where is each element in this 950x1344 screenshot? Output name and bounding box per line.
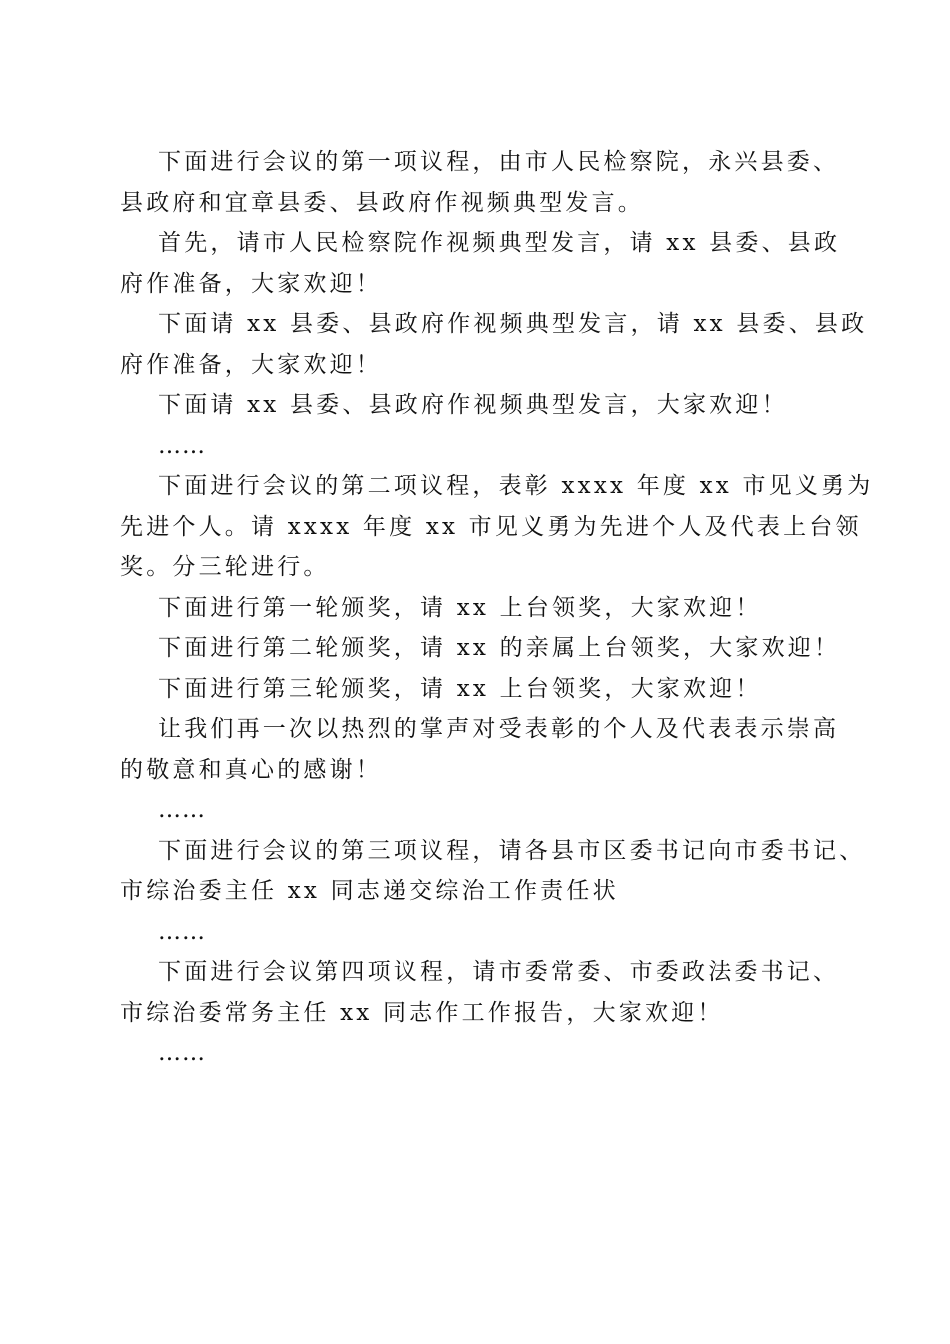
paragraph-line: 府作准备，大家欢迎！ bbox=[120, 351, 382, 378]
paragraph-line: 下面请 xx 县委、县政府作视频典型发言，大家欢迎！ bbox=[158, 392, 788, 418]
paragraph-line: 市综治委常务主任 xx 同志作工作报告，大家欢迎！ bbox=[120, 999, 724, 1026]
ellipsis-separator: …… bbox=[158, 918, 206, 945]
ellipsis-separator: …… bbox=[158, 1040, 206, 1066]
document-body bbox=[120, 142, 874, 1074]
paragraph-line: 下面进行会议的第二项议程，表彰 xxxx 年度 xx 市见义勇为 bbox=[158, 473, 874, 499]
paragraph-line: 下面进行会议第四项议程，请市委常委、市委政法委书记、 bbox=[158, 959, 840, 985]
paragraph-line: 奖。分三轮进行。 bbox=[120, 554, 330, 580]
paragraph bbox=[120, 952, 840, 1033]
paragraph-line: 下面进行第一轮颁奖，请 xx 上台领奖，大家欢迎！ bbox=[158, 594, 762, 621]
paragraph bbox=[120, 709, 840, 790]
paragraph-line: 让我们再一次以热烈的掌声对受表彰的个人及代表表示崇高 bbox=[158, 716, 840, 742]
ellipsis-separator: …… bbox=[158, 432, 206, 459]
paragraph-line: 下面进行第三轮颁奖，请 xx 上台领奖，大家欢迎！ bbox=[158, 675, 762, 702]
paragraph bbox=[120, 142, 840, 223]
paragraph-line: 下面进行第二轮颁奖，请 xx 的亲属上台领奖，大家欢迎！ bbox=[158, 635, 841, 661]
paragraph-line: 的敬意和真心的感谢！ bbox=[120, 756, 382, 783]
paragraph-line: 府作准备，大家欢迎！ bbox=[120, 270, 382, 297]
paragraph-line: 市综治委主任 xx 同志递交综治工作责任状 bbox=[120, 878, 619, 904]
paragraph-line: 下面进行会议的第一项议程，由市人民检察院，永兴县委、 bbox=[158, 149, 840, 175]
paragraph bbox=[120, 466, 874, 588]
paragraph-line: 县政府和宜章县委、县政府作视频典型发言。 bbox=[120, 189, 644, 216]
paragraph bbox=[120, 831, 866, 912]
paragraph-line: 下面请 xx 县委、县政府作视频典型发言，请 xx 县委、县政 bbox=[158, 311, 868, 337]
paragraph-line: 下面进行会议的第三项议程，请各县市区委书记向市委书记、 bbox=[158, 837, 866, 864]
paragraph bbox=[120, 669, 840, 710]
paragraph bbox=[120, 223, 840, 304]
paragraph bbox=[120, 385, 840, 426]
ellipsis-separator: …… bbox=[158, 797, 206, 823]
paragraph bbox=[120, 588, 840, 629]
paragraph bbox=[120, 304, 868, 385]
paragraph-line: 首先，请市人民检察院作视频典型发言，请 xx 县委、县政 bbox=[158, 230, 841, 256]
paragraph-line: 先进个人。请 xxxx 年度 xx 市见义勇为先进个人及代表上台领 bbox=[120, 513, 862, 540]
paragraph bbox=[120, 628, 840, 669]
